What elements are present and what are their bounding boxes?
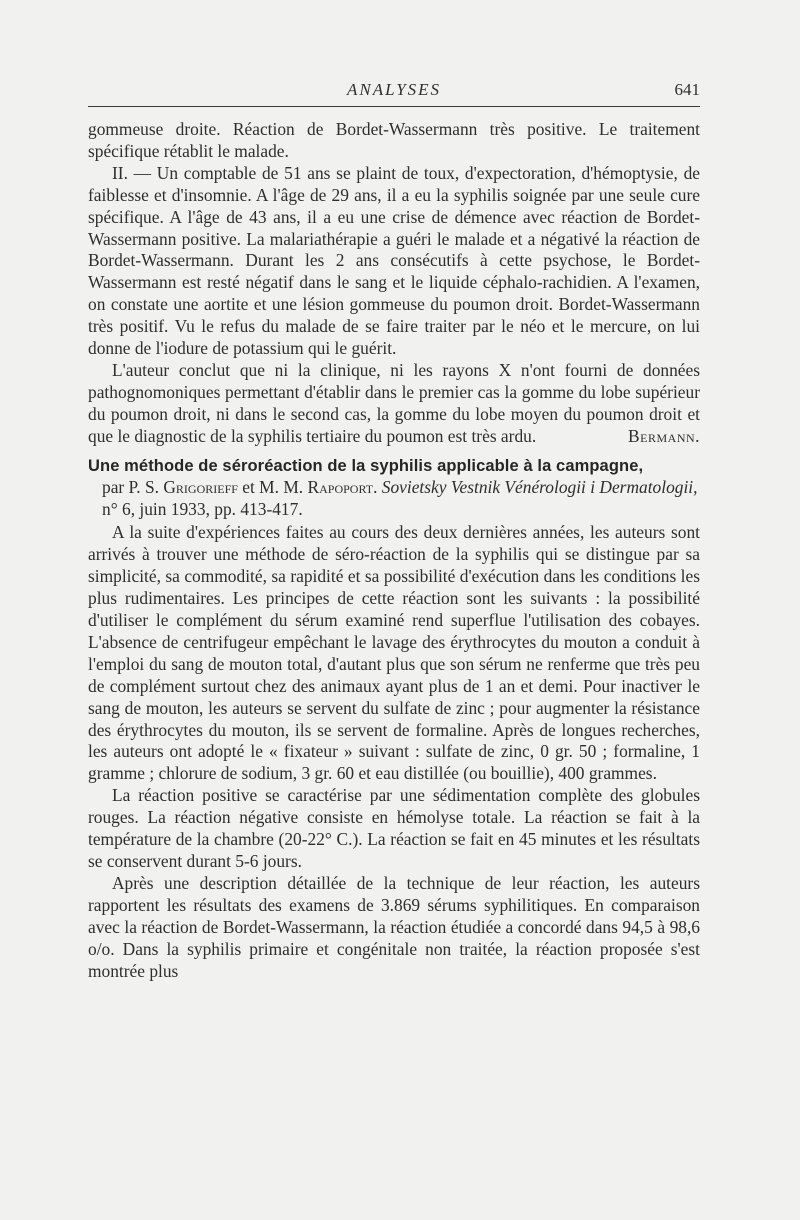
article-body [88, 522, 700, 982]
journal-name: Sovietsky Vestnik Vénérologii i Dermatologii, [377, 476, 698, 497]
page-header [88, 74, 700, 104]
page [88, 74, 700, 982]
paragraph: II. — Un comptable de 51 ans se plaint de toux, d'expectoration, d'hémoptysie, de faiblesse et d'insomnie. A l'âge de 29 ans, il a eu la syphilis soignée par une seule cure spécifique. A l'âge de 43 ans, il a eu une crise de démence avec réaction de Bordet-Wassermann positive. La malariathérapie a guéri le malade et a négativé la réaction de Bordet-Wassermann. Durant les 2 ans consécutifs à cette psychose, le Bordet-Wassermann est resté négatif dans le sang et le liquide céphalo-rachidien. A l'examen, on constate une aortite et une lésion gommeuse du poumon droit. Bordet-Wassermann très positif. Vu le refus du malade de se faire traiter par le néo et le mercure, on lui donne de l'iodure de potassium qui le guérit. [88, 162, 700, 359]
article-citation [88, 477, 700, 521]
paragraph: gommeuse droite. Réaction de Bordet-Wassermann très positive. Le traitement spécifique rétablit le malade. [88, 119, 700, 161]
author-signature: Bermann. [628, 425, 700, 446]
page-number: 641 [674, 80, 700, 99]
author-name: Rapoport. [307, 476, 378, 497]
citation-details: n° 6, juin 1933, pp. 413-417. [102, 498, 303, 519]
paragraph [88, 360, 700, 448]
previous-article-body [88, 119, 700, 448]
citation-prefix: par P. S. [102, 476, 164, 497]
paragraph: La réaction positive se caractérise par une sédimentation complète des globules rouges. La réaction négative consiste en hémolyse totale. La réaction se fait à la température de la chambre (20-22° C.). La réaction se fait en 45 minutes et les résultats se conservent durant 5-6 jours. [88, 785, 700, 871]
author-name: Grigorieff [163, 476, 238, 497]
paragraph-text: L'auteur conclut que ni la clinique, ni les rayons X n'ont fourni de données pathognomoniques permettant d'établir dans le premier cas la gomme du lobe supérieur du poumon droit, ni dans le second cas, la gomme du lobe moyen du poumon droit et que le diagnostic de la syphilis tertiaire du poumon est très ardu. [88, 359, 700, 446]
paragraph: Après une description détaillée de la technique de leur réaction, les auteurs rapportent les résultats des examens de 3.869 sérums syphilitiques. En comparaison avec la réaction de Bordet-Wassermann, la réaction étudiée a concordé dans 94,5 à 98,6 o/o. Dans la syphilis primaire et congénitale non traitée, la réaction proposée s'est montrée plus [88, 872, 700, 981]
article-title: Une méthode de séroréaction de la syphilis applicable à la campagne, [88, 456, 644, 475]
paragraph: A la suite d'expériences faites au cours des deux dernières années, les auteurs sont arrivés à trouver une méthode de séro-réaction de la syphilis qui se distingue par sa simplicité, sa commodité, sa rapidité et sa possibilité d'exécution dans les conditions les plus rudimentaires. Les principes de cette réaction sont les suivants : la possibilité d'utiliser le complément du sérum examiné rend superflue l'utilisation des cobayes. L'absence de centrifugeur empêchant le lavage des érythrocytes du mouton a conduit à l'emploi du sang de mouton total, d'autant plus que son sérum ne renferme que très peu de complément surtout chez des animaux ayant plus de 1 an et demi. Pour inactiver le sang de mouton, les auteurs se servent du sulfate de zinc ; pour augmenter la résistance des érythrocytes du mouton, ils se servent de formaline. Après de longues recherches, les auteurs ont adopté le « fixateur » suivant : sulfate de zinc, 0 gr. 50 ; formaline, 1 gramme ; chlorure de sodium, 3 gr. 60 et eau distillée (ou bouillie), 400 grammes. [88, 522, 700, 784]
running-head: ANALYSES [346, 80, 442, 99]
header-rule [88, 106, 700, 107]
citation-and: et M. M. [237, 476, 308, 497]
